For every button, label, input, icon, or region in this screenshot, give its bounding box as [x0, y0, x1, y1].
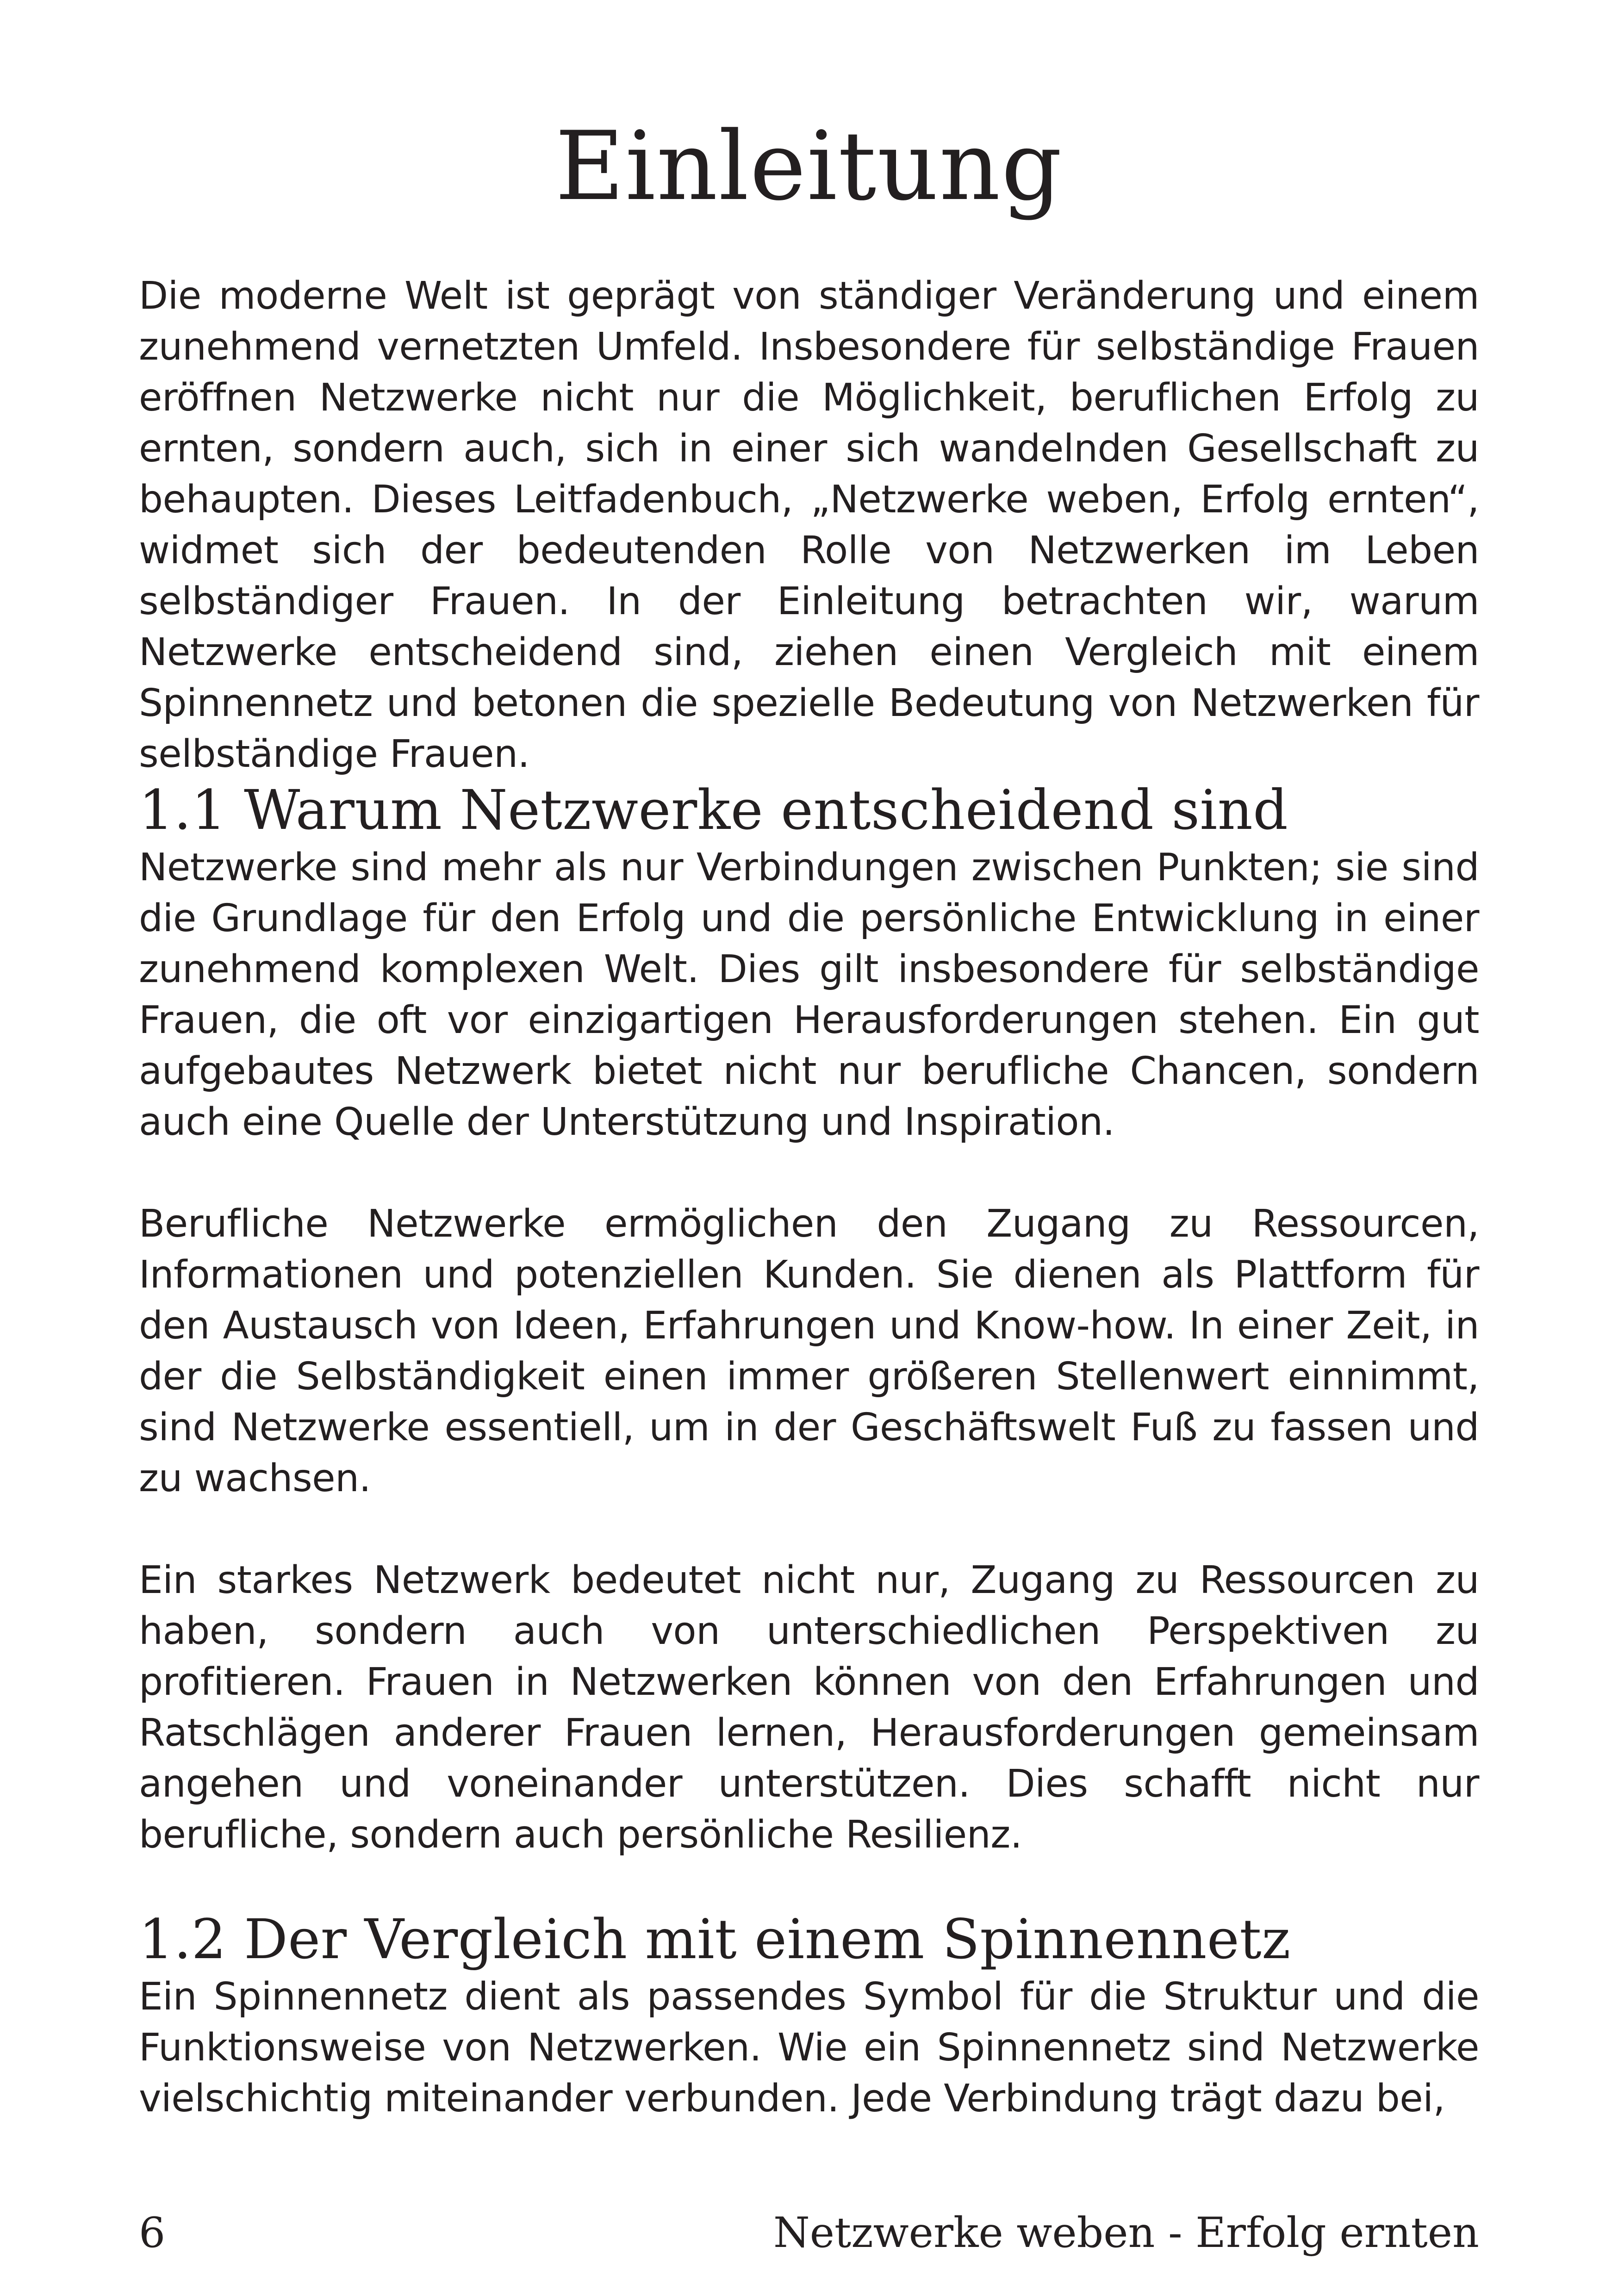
section-heading-1-1: 1.1 Warum Netzwerke entscheidend sind — [139, 778, 1288, 842]
book-page — [139, 0, 1479, 2296]
section-2-paragraph-1: Ein Spinnennetz dient als passendes Symbol für die Struktur und die Funktionsweise von Netzwerken. Wie ein Spinnennetz sind Netzwerke vielschichtig miteinander verbunden. Jede Verbindung trägt dazu bei, — [139, 1975, 1479, 2121]
section-2 — [139, 1907, 1479, 2124]
section-heading-1-2: 1.2 Der Vergleich mit einem Spinnennetz — [139, 1907, 1291, 1971]
intro-block — [139, 271, 1479, 780]
page-footer — [139, 2208, 1479, 2259]
section-1-paragraph-3: Ein starkes Netzwerk bedeutet nicht nur, Zugang zu Ressourcen zu haben, sondern auch von unterschiedlichen Perspektiven zu profitieren. Frauen in Netzwerken können von den Erfahrungen und Ratschlägen anderer Frauen lernen, Herausforderungen gemeinsam angehen und voneinander unterstützen. Dies schafft nicht nur berufliche, sondern auch persönliche Resilienz. — [139, 1558, 1479, 1857]
intro-paragraph: Die moderne Welt ist geprägt von ständiger Veränderung und einem zunehmend vernetzten Umfeld. Insbesondere für selbständige Frauen eröffnen Netzwerke nicht nur die Möglichkeit, beruflichen Erfolg zu ernten, sondern auch, sich in einer sich wandelnden Gesellschaft zu behaupten. Dieses Leitfadenbuch, „Netzwerke weben, Erfolg ernten“, widmet sich der bedeutenden Rolle von Netzwerken im Leben selbständiger Frauen. In der Einleitung betrachten wir, warum Netzwerke entscheidend sind, ziehen einen Vergleich mit einem Spinnennetz und betonen die spezielle Bedeutung von Netzwerken für selbständige Frauen. — [139, 274, 1479, 776]
section-1-paragraph-1: Netzwerke sind mehr als nur Verbindungen zwischen Punkten; sie sind die Grundlage für den Erfolg und die persönliche Entwicklung in einer zunehmend komplexen Welt. Dies gilt insbesondere für selbständige Frauen, die oft vor einzigartigen Herausforderungen stehen. Ein gut aufgebautes Netzwerk bietet nicht nur berufliche Chancen, sondern auch eine Quelle der Unterstützung und Inspiration. — [139, 846, 1479, 1144]
chapter-title: Einleitung — [555, 112, 1063, 222]
section-1-paragraph-2: Berufliche Netzwerke ermöglichen den Zugang zu Ressourcen, Informationen und potenziellen Kunden. Sie dienen als Plattform für den Austausch von Ideen, Erfahrungen und Know-how. In einer Zeit, in der die Selbständigkeit einen immer größeren Stellenwert einnimmt, sind Netzwerke essentiell, um in der Geschäftswelt Fuß zu fassen und zu wachsen. — [139, 1202, 1479, 1500]
section-1 — [139, 778, 1479, 1860]
page-number: 6 — [139, 2209, 166, 2257]
running-title: Netzwerke weben - Erfolg ernten — [773, 2209, 1479, 2257]
